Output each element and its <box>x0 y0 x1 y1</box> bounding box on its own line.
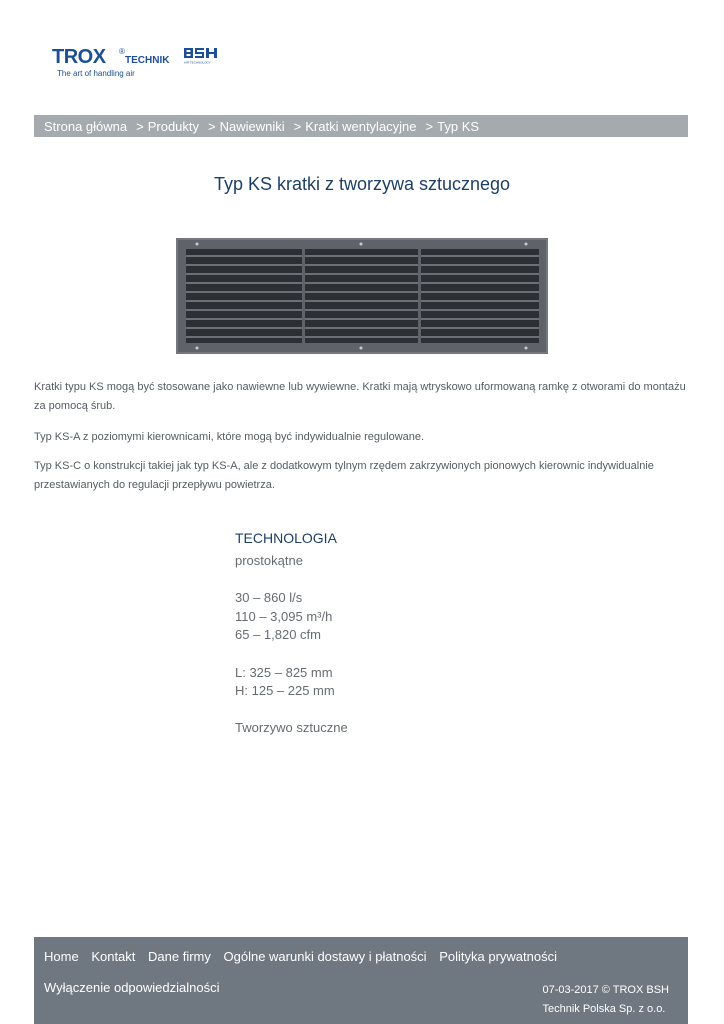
logo-partner-tagline: AIR TECHNOLOGY <box>184 60 211 65</box>
footer-link-terms[interactable]: Ogólne warunki dostawy i płatności <box>223 949 427 964</box>
technology-flow: 65 – 1,820 cfm <box>235 627 321 643</box>
technology-section <box>235 528 535 738</box>
description-paragraph: Typ KS-A z poziomymi kierownicami, które mogą być indywidualnie regulowane. <box>34 431 425 443</box>
technology-flow: 110 – 3,095 m³/h <box>235 608 333 624</box>
product-image <box>176 238 548 354</box>
copyright-date: 07-03-2017 © TROX BSH <box>542 984 669 996</box>
description-paragraph: Typ KS-C o konstrukcji takiej jak typ KS-A, ale z dodatkowym tylnym rzędem zakrzywionych pionowych kierownic indywidualnie przestawianych do regulacji przepływu powietrza. <box>34 460 654 491</box>
technology-material: Tworzywo sztuczne <box>235 720 348 736</box>
technology-dimension: H: 125 – 225 mm <box>235 683 335 699</box>
breadcrumb-separator: > <box>293 118 302 134</box>
description-paragraph: Kratki typu KS mogą być stosowane jako nawiewne lub wywiewne. Kratki mają wtryskowo uformowaną ramkę z otworami do montażu za pomocą śrub. <box>34 381 686 412</box>
footer-link-privacy[interactable]: Polityka prywatności <box>439 949 557 964</box>
breadcrumb-current: Typ KS <box>437 118 480 134</box>
footer-link-home[interactable]: Home <box>44 949 79 964</box>
page-title: Typ KS kratki z tworzywa sztucznego <box>213 174 511 194</box>
logo-brand: TROX <box>52 46 106 68</box>
breadcrumb-separator: > <box>208 118 216 134</box>
trox-logo[interactable] <box>52 46 222 82</box>
footer-copyright <box>542 981 669 1019</box>
logo-registered-mark: ® <box>119 47 125 56</box>
technology-flow: 30 – 860 l/s <box>235 590 303 606</box>
breadcrumb-grilles[interactable]: Kratki wentylacyjne <box>305 118 417 134</box>
logo-tagline: The art of handling air <box>57 69 135 78</box>
breadcrumb-separator: > <box>425 118 434 134</box>
copyright-company: Technik Polska Sp. z o.o. <box>542 1003 666 1015</box>
footer <box>34 937 688 1024</box>
breadcrumb-products[interactable]: Produkty <box>147 118 200 134</box>
bsh-logo-icon <box>184 47 218 65</box>
breadcrumb-separator: > <box>136 118 144 134</box>
footer-nav <box>44 949 566 964</box>
technology-shape: prostokątne <box>235 553 303 568</box>
technology-heading: TECHNOLOGIA <box>235 530 337 546</box>
footer-link-contact[interactable]: Kontakt <box>91 949 136 964</box>
breadcrumb-diffusers[interactable]: Nawiewniki <box>219 118 285 134</box>
technology-dimension: L: 325 – 825 mm <box>235 664 333 680</box>
footer-link-disclaimer[interactable]: Wyłączenie odpowiedzialności <box>44 980 220 995</box>
breadcrumb-home[interactable]: Strona główna <box>44 118 128 134</box>
footer-link-company[interactable]: Dane firmy <box>148 949 211 964</box>
breadcrumb <box>34 115 688 137</box>
logo-technik: TECHNIK <box>125 55 170 66</box>
